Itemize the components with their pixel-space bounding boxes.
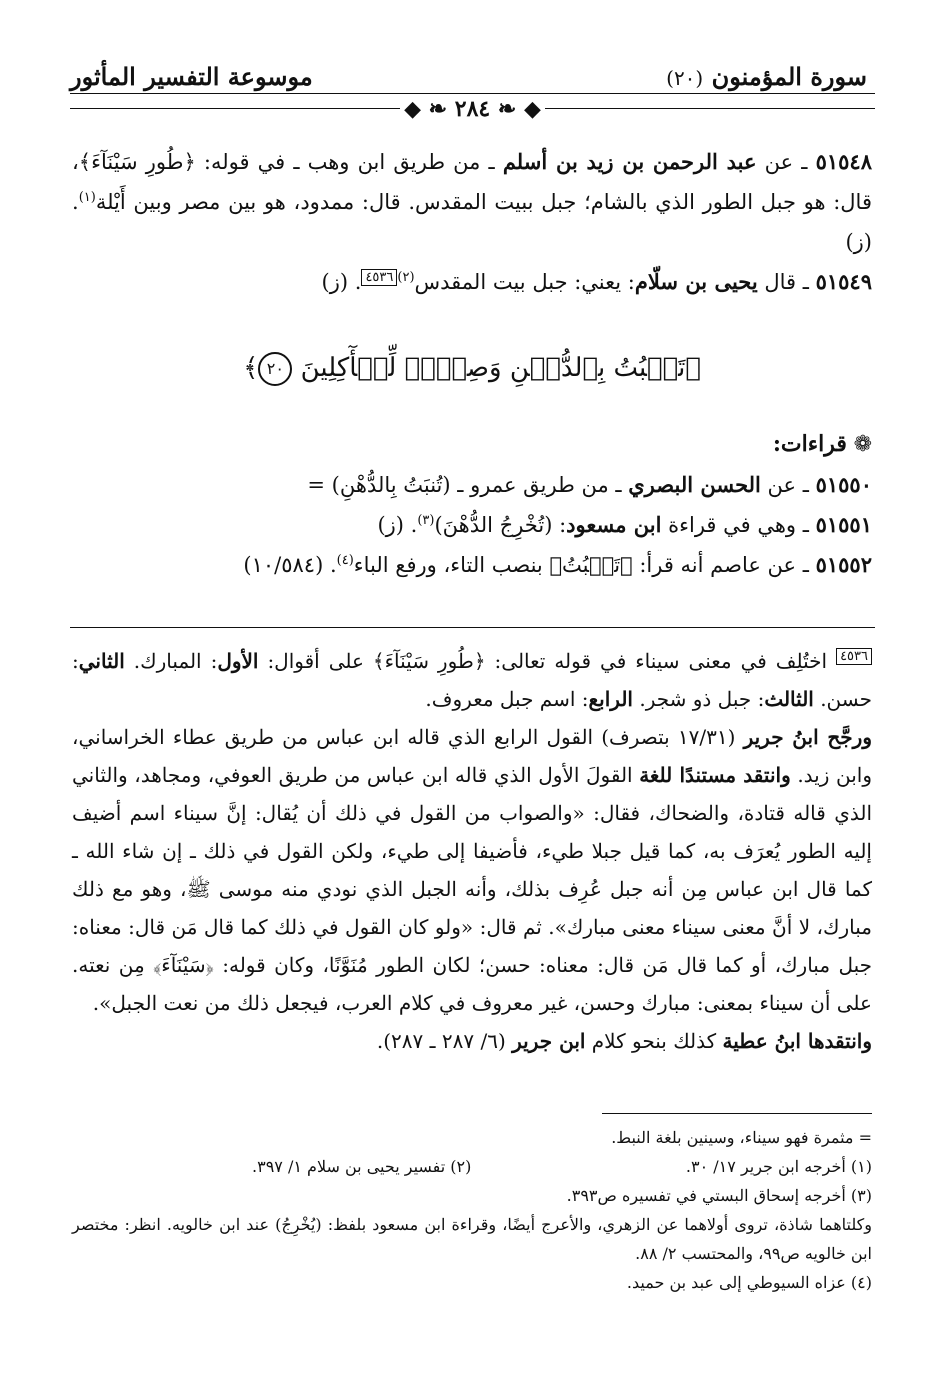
qiraat-section — [72, 424, 872, 585]
commentary-bold: الثالث — [764, 687, 814, 711]
entry-end: . (ز) — [377, 513, 418, 537]
commentary-paragraph-1 — [72, 642, 872, 718]
footnote-continuation: = مثمرة فهو سيناء، وسينين بلغة النبط. — [611, 1128, 872, 1147]
commentary-bold: الأول — [217, 649, 259, 673]
verse-text: ﴿تَنۢبُتُ بِٱلدُّهۡنِ وَصِبۡغٖ لِّلۡأٓكِلِينَ — [300, 353, 701, 383]
commentary-bold: وانتقدها — [800, 1029, 872, 1053]
entry-51549 — [72, 262, 872, 302]
running-header-book: موسوعة التفسير المأثور — [70, 62, 313, 91]
scholar-name: ابن جرير — [512, 1029, 586, 1053]
header-rule-top — [70, 93, 875, 94]
surah-title: سورة المؤمنون — [711, 62, 867, 91]
footnote-ref: (٢) — [397, 270, 415, 285]
commentary-text: القولَ الأول الذي قاله ابن عباس من طريق العوفي، ومجاهد، والثاني الذي قاله قتادة، والضحاك، فقال: «والصواب من القول في ذلك أن يُقال: إنَّ سيناء اسم أضيف إليه الطور يُعرَف به، كما قيل جبلا طيء، فأضيفا إلى طيء، ولكن القول في ذلك ـ إن شاء الله ـ كما قال ابن عباس مِن أنه جبل عُرِف بذلك، وأنه الجبل الذي نودي منه موسى ﷺ، وهو مع ذلك مبارك، لا أنَّ معنى سيناء معنى مبارك». ثم قال: «ولو كان القول في ذلك كما قال مَن قال: معناه: جبل مبارك، أو كما قال مَن قال: معناه: حسن؛ لكان الطور مُنَوَّنًا، وكان قوله: ﴿سَيْنَآءَ﴾ مِن نعته. على أن سيناء بمعنى: مبارك وحسن، غير معروف في كلام العرب، فيجعل ذلك من نعت الجبل». — [72, 763, 872, 1015]
section-heading: قراءات: — [772, 431, 847, 457]
ornament-icon: ◆ ❧ — [490, 96, 541, 122]
commentary-paragraph-3 — [72, 1022, 872, 1060]
footnote-rule — [602, 1113, 872, 1114]
entry-51552 — [72, 545, 872, 585]
footnote-4: (٤) عزاه السيوطي إلى عبد بن حميد. — [626, 1273, 872, 1292]
entry-51550 — [72, 465, 872, 505]
commentary-block — [72, 642, 872, 1060]
flower-ornament-icon: ❁ — [853, 432, 872, 457]
section-divider — [70, 627, 875, 628]
entry-text: ـ من طريق عمرو ـ (تُنبَتُ بِالدُّهْنِ) = — [307, 473, 629, 497]
entry-text: ـ عن عاصم أنه قرأ: ﴿تَنۢبُتُ﴾ بنصب التاء، ورفع الباء — [353, 553, 809, 577]
commentary-text: (١٧/٣١ بتصرف) القول الرابع الذي قاله ابن عباس من طريق عطاء الخراساني، وابن زيد. — [72, 725, 872, 787]
page-number-text: ٢٨٤ — [454, 96, 491, 122]
entry-text: ـ عن — [760, 473, 809, 497]
footnote-2: (٢) تفسير يحيى بن سلام ١/ ٣٩٧. — [252, 1157, 472, 1176]
entry-end: . (ز) — [72, 190, 872, 254]
ornament-icon: ❧ ◆ — [404, 96, 455, 122]
entry-text: : (تُخْرِجُ الدُّهْنَ) — [434, 513, 567, 537]
entry-end: . (ز) — [321, 270, 362, 294]
verse-number: (٢٠) — [666, 66, 704, 90]
scholar-name: ابنُ جرير — [743, 725, 819, 749]
entry-number: ٥١٥٤٨ — [815, 149, 872, 174]
entry-text: : يعني: جبل بيت المقدس — [414, 270, 635, 294]
entry-text: ـ عن — [756, 150, 808, 174]
footnote-ref: (١) — [78, 190, 96, 205]
commentary-bold: وانتقد مستندًا للغة — [639, 763, 791, 787]
entry-51551 — [72, 505, 872, 545]
footnotes — [72, 1123, 872, 1297]
narrator-name: عبد الرحمن بن زيد بن أسلم — [502, 149, 757, 174]
commentary-bold: الرابع — [588, 687, 633, 711]
commentary-text: اختُلِف في معنى سيناء في قوله تعالى: ﴿طُورِ سَيْنَآءَ﴾ على أقوال: — [258, 649, 828, 673]
commentary-bold: الثاني — [78, 649, 125, 673]
verse-number-ring: ٢٠ — [258, 352, 292, 386]
commentary-text: (٦/ ٢٨٧ ـ ٢٨٧). — [376, 1029, 513, 1053]
commentary-text: كذلك بنحو كلام — [585, 1029, 723, 1053]
narrator-name: يحيى بن سلّام — [634, 269, 758, 294]
qiraat-heading — [72, 424, 872, 465]
page-number — [400, 96, 545, 122]
commentary-paragraph-2 — [72, 718, 872, 1022]
commentary-box-number: ٤٥٣٦ — [836, 648, 872, 665]
commentary-box-ref: ٤٥٣٦ — [361, 269, 397, 286]
running-header-surah — [666, 62, 867, 91]
entry-number: ٥١٥٥١ — [815, 512, 872, 537]
entry-number: ٥١٥٥٢ — [815, 552, 872, 577]
footnote-ref: (٤) — [336, 553, 354, 568]
entry-number: ٥١٥٥٠ — [815, 472, 872, 497]
entry-end: . (١٠/٥٨٤) — [243, 553, 337, 577]
entry-text: ـ من طريق ابن وهب ـ في قوله: ﴿طُورِ سَيْنَآءَ﴾، قال: هو جبل الطور الذي بالشام؛ جبل ببيت المقدس. قال: ممدود، هو بين مصر وبين أَيْلة — [72, 150, 872, 214]
footnote-ref: (٣) — [417, 513, 435, 528]
entry-51548 — [72, 142, 872, 262]
footnote-1: (١) أخرجه ابن جرير ١٧/ ٣٠. — [685, 1157, 872, 1176]
narrator-name: الحسن البصري — [628, 472, 761, 497]
commentary-text: : جبل ذو شجر. — [632, 687, 765, 711]
footnote-row — [72, 1152, 872, 1181]
narrator-name: ابن مسعود — [566, 512, 662, 537]
quran-verse — [72, 352, 872, 386]
verse-close-bracket: ﴾ — [243, 353, 259, 383]
scholar-name: ابنُ عطية — [722, 1029, 801, 1053]
entry-text: ـ وهي في قراءة — [661, 513, 809, 537]
commentary-text: : المبارك. — [133, 649, 218, 673]
commentary-text: : حسن. — [72, 649, 872, 711]
commentary-text: : اسم جبل معروف. — [425, 687, 589, 711]
footnote-3-note: وكلتاهما شاذة، تروى أولاهما عن الزهري، والأعرج أيضًا، وقراءة ابن مسعود بلفظ: (يُخْرِجُ) عند ابن خالويه. انظر: مختصر ابن خالويه ص٩٩، والمحتسب ٢/ ٨٨. — [72, 1215, 873, 1263]
entries-block — [72, 142, 872, 302]
entry-text: ـ قال — [757, 270, 809, 294]
entry-number: ٥١٥٤٩ — [815, 269, 872, 294]
commentary-bold: ورجَّح — [818, 725, 872, 749]
footnote-3: (٣) أخرجه إسحاق البستي في تفسيره ص٣٩٣. — [566, 1186, 872, 1205]
